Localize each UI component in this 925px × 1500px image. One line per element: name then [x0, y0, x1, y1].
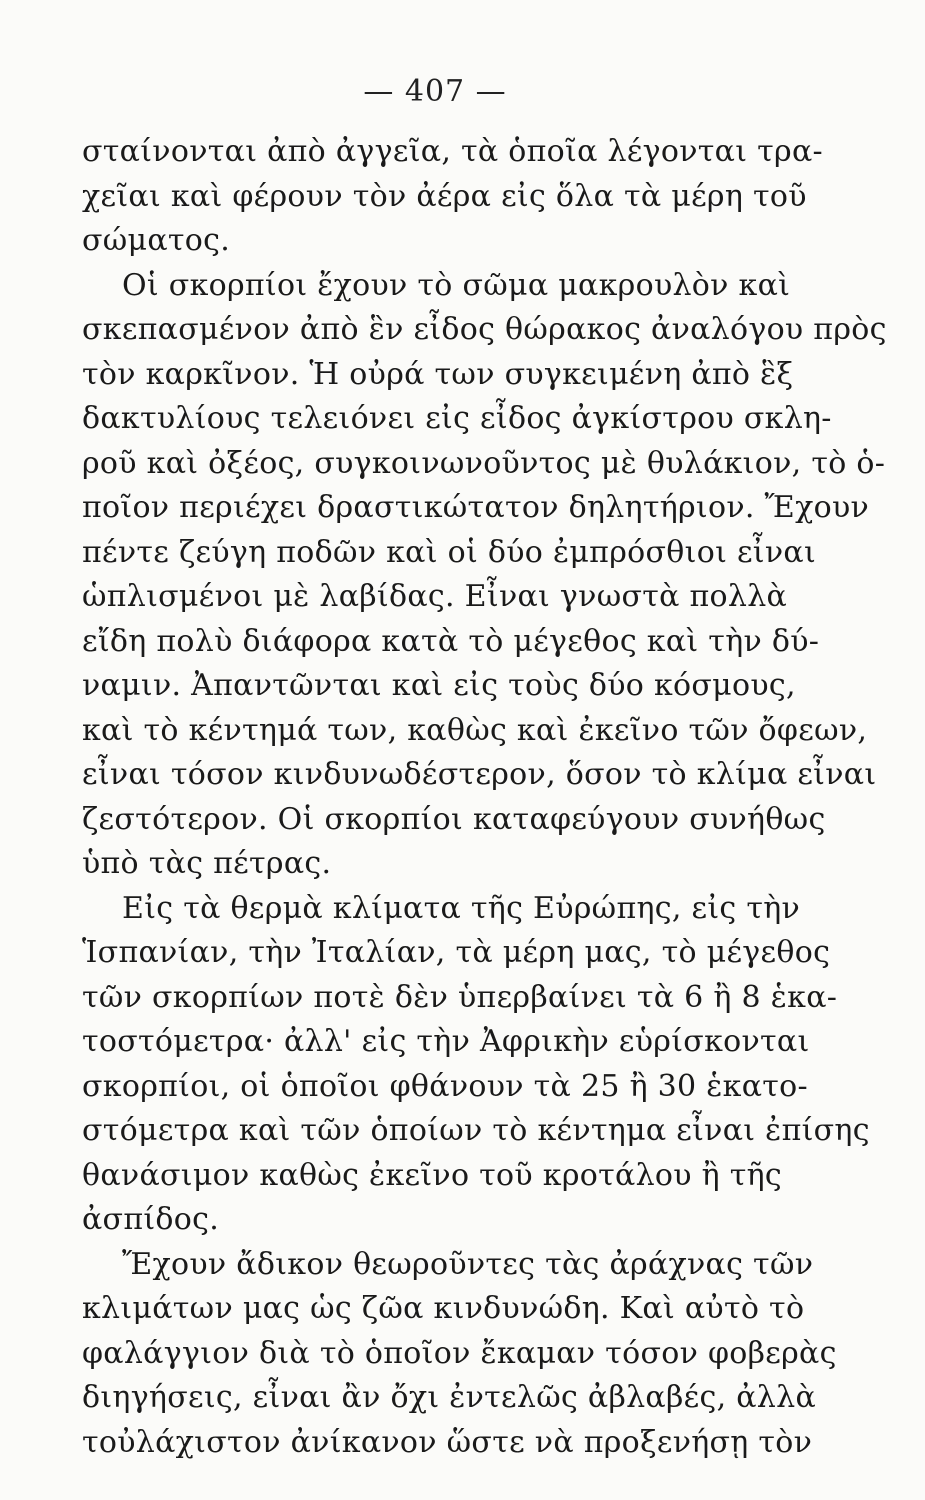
paragraph-start-line: Ἔχουν ἄδικον θεωροῦντες τὰς ἀράχνας τῶν [122, 1246, 814, 1282]
text-line: ροῦ καὶ ὀξέος, συγκοινωνοῦντος μὲ θυλάκιον, τὸ ὁ- [82, 445, 886, 481]
text-line: τῶν σκορπίων ποτὲ δὲν ὑπερβαίνει τὰ 6 ἢ 8 ἑκα- [82, 979, 838, 1015]
text-line: θανάσιμον καθὼς ἐκεῖνο τοῦ κροτάλου ἢ τῆς [82, 1157, 783, 1193]
body-text [82, 130, 887, 1465]
text-line: κλιμάτων μας ὡς ζῶα κινδυνώδη. Καὶ αὐτὸ τὸ [82, 1291, 805, 1326]
text-line: σκορπίοι, οἱ ὁποῖοι φθάνουν τὰ 25 ἢ 30 ἑκατο- [82, 1068, 808, 1104]
text-line: ὑπὸ τὰς πέτρας. [82, 846, 332, 881]
text-line: δακτυλίους τελειόνει εἰς εἶδος ἀγκίστρου σκλη- [82, 401, 832, 436]
text-line: τοὐλάχιστον ἀνίκανον ὥστε νὰ προξενήσῃ τὸν [82, 1424, 813, 1460]
paragraph-start-line: Εἰς τὰ θερμὰ κλίματα τῆς Εὐρώπης, εἰς τὴν [122, 890, 801, 926]
text-line: πέντε ζεύγη ποδῶν καὶ οἱ δύο ἐμπρόσθιοι εἶναι [82, 534, 817, 570]
text-line: ζεστότερον. Οἱ σκορπίοι καταφεύγουν συνήθως [82, 801, 826, 837]
text-line: σκεπασμένον ἀπὸ ἓν εἶδος θώρακος ἀναλόγου πρὸς [82, 312, 887, 347]
text-line: ποῖον περιέχει δραστικώτατον δηλητήριον. Ἔχουν [82, 490, 870, 525]
text-line: σταίνονται ἀπὸ ἀγγεῖα, τὰ ὁποῖα λέγονται τρα- [82, 134, 823, 169]
text-line: διηγήσεις, εἶναι ἂν ὄχι ἐντελῶς ἀβλαβές, ἀλλὰ [82, 1380, 816, 1415]
text-line: ὡπλισμένοι μὲ λαβίδας. Εἶναι γνωστὰ πολλὰ [82, 579, 788, 614]
text-line: στόμετρα καὶ τῶν ὁποίων τὸ κέντημα εἶναι ἐπίσης [82, 1113, 870, 1148]
paragraph-start-line: Οἱ σκορπίοι ἔχουν τὸ σῶμα μακρουλὸν καὶ [122, 267, 791, 303]
text-line: ναμιν. Ἀπαντῶνται καὶ εἰς τοὺς δύο κόσμους, [82, 668, 796, 703]
text-line: τὸν καρκῖνον. Ἡ οὐρά των συγκειμένη ἀπὸ ἓξ [82, 356, 794, 392]
text-line: εἶναι τόσον κινδυνωδέστερον, ὅσον τὸ κλίμα εἶναι [82, 757, 877, 792]
text-line: σώματος. [82, 223, 231, 258]
text-line: Ἱσπανίαν, τὴν Ἰταλίαν, τὰ μέρη μας, τὸ μέγεθος [82, 935, 831, 970]
text-line: καὶ τὸ κέντημά των, καθὼς καὶ ἐκεῖνο τῶν ὄφεων, [82, 712, 868, 748]
page-number: — 407 — [363, 74, 507, 109]
text-line: ἀσπίδος. [82, 1202, 220, 1237]
text-line: τοστόμετρα· ἀλλ' εἰς τὴν Ἀφρικὴν εὑρίσκονται [82, 1024, 810, 1059]
text-line: χεῖαι καὶ φέρουν τὸν ἀέρα εἰς ὅλα τὰ μέρη τοῦ [82, 178, 807, 214]
text-line: εἴδη πολὺ διάφορα κατὰ τὸ μέγεθος καὶ τὴν δύ- [82, 623, 820, 659]
text-line: φαλάγγιον διὰ τὸ ὁποῖον ἔκαμαν τόσον φοβερὰς [82, 1335, 837, 1371]
